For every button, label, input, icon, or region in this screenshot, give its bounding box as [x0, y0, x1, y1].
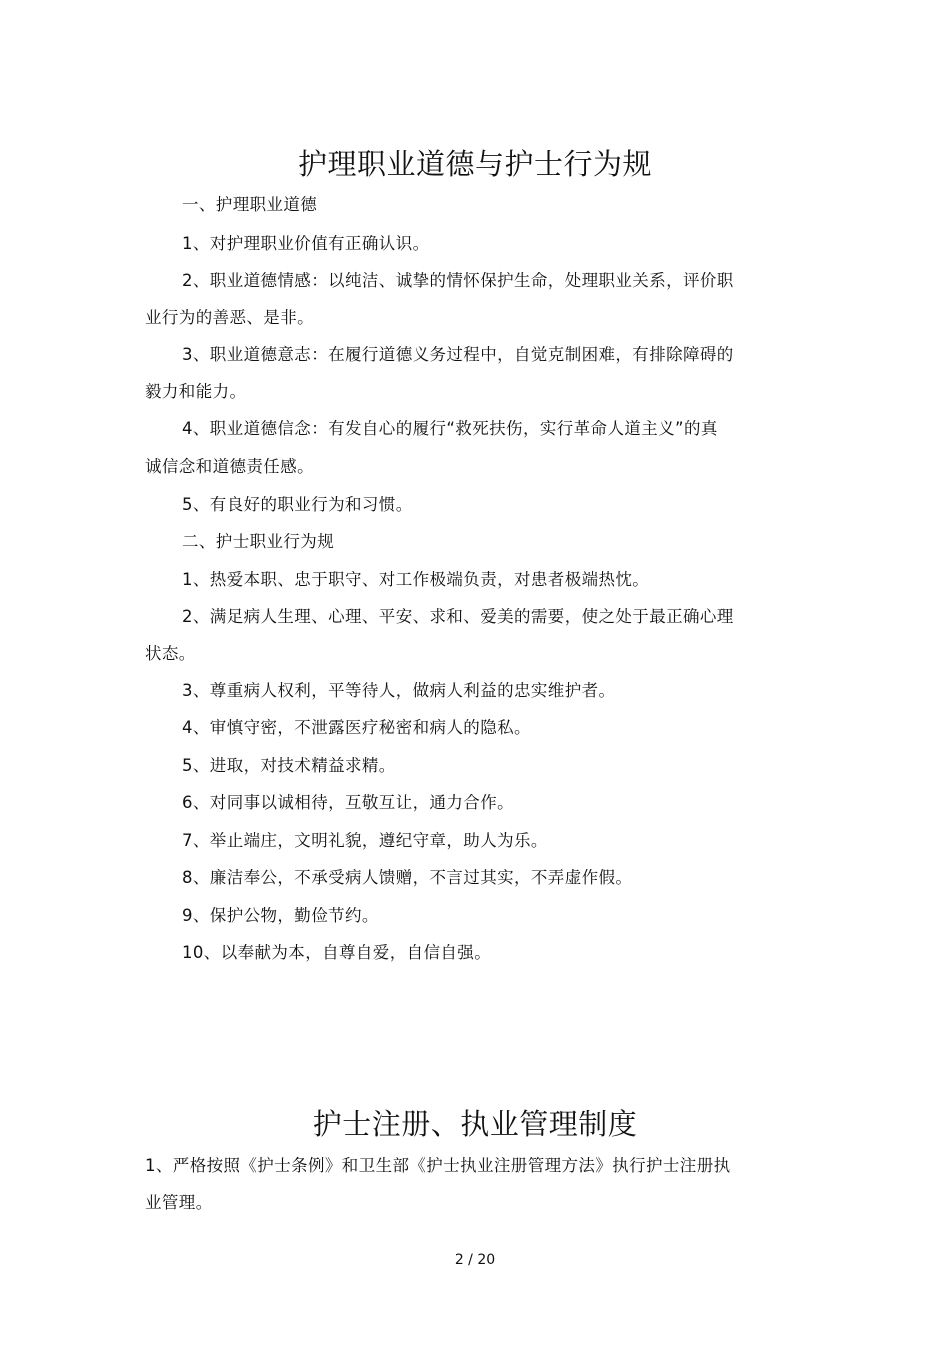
paragraph-line: 1、对护理职业价值有正确认识。: [182, 234, 430, 253]
paragraph-line: 4、职业道德信念：有发自心的履行“救死扶伤，实行革命人道主义”的真: [182, 419, 718, 438]
paragraph-line: 3、职业道德意志：在履行道德义务过程中，自觉克制困难，有排除障碍的: [182, 345, 734, 364]
paragraph-line: 毅力和能力。: [145, 382, 247, 401]
paragraph-line: 6、对同事以诚相待，互敬互让，通力合作。: [182, 793, 514, 812]
section1-title: 护理职业道德与护士行为规: [297, 147, 652, 181]
paragraph-line: 状态。: [145, 644, 196, 663]
paragraph-line: 诚信念和道德责任感。: [145, 457, 314, 476]
paragraph-line: 7、举止端庄，文明礼貌，遵纪守章，助人为乐。: [182, 831, 548, 850]
paragraph-line: 业管理。: [145, 1193, 213, 1212]
paragraph-line: 3、尊重病人权利，平等待人，做病人利益的忠实维护者。: [182, 681, 616, 700]
page-number: 2 / 20: [454, 1252, 496, 1268]
paragraph-line: 1、热爱本职、忠于职守、对工作极端负责，对患者极端热忱。: [182, 570, 650, 589]
paragraph-line: 4、审慎守密，不泄露医疗秘密和病人的隐私。: [182, 718, 531, 737]
paragraph-line: 1、严格按照《护士条例》和卫生部《护士执业注册管理方法》执行护士注册执: [145, 1156, 731, 1175]
paragraph-line: 业行为的善恶、是非。: [145, 308, 314, 327]
paragraph-line: 10、以奉献为本，自尊自爱，自信自强。: [182, 943, 492, 962]
paragraph-line: 2、职业道德情感：以纯洁、诚挚的情怀保护生命，处理职业关系，评价职: [182, 271, 734, 290]
section1-heading-1: 一、护理职业道德: [182, 195, 318, 214]
paragraph-line: 5、进取，对技术精益求精。: [182, 756, 396, 775]
section2-title: 护士注册、执业管理制度: [312, 1107, 638, 1141]
paragraph-line: 5、有良好的职业行为和习惯。: [182, 495, 413, 514]
section1-heading-2: 二、护士职业行为规: [182, 532, 335, 551]
paragraph-line: 9、保护公物，勤俭节约。: [182, 906, 379, 925]
paragraph-line: 2、满足病人生理、心理、平安、求和、爱美的需要，使之处于最正确心理: [182, 607, 734, 626]
paragraph-line: 8、廉洁奉公，不承受病人馈赠，不言过其实，不弄虚作假。: [182, 868, 633, 887]
